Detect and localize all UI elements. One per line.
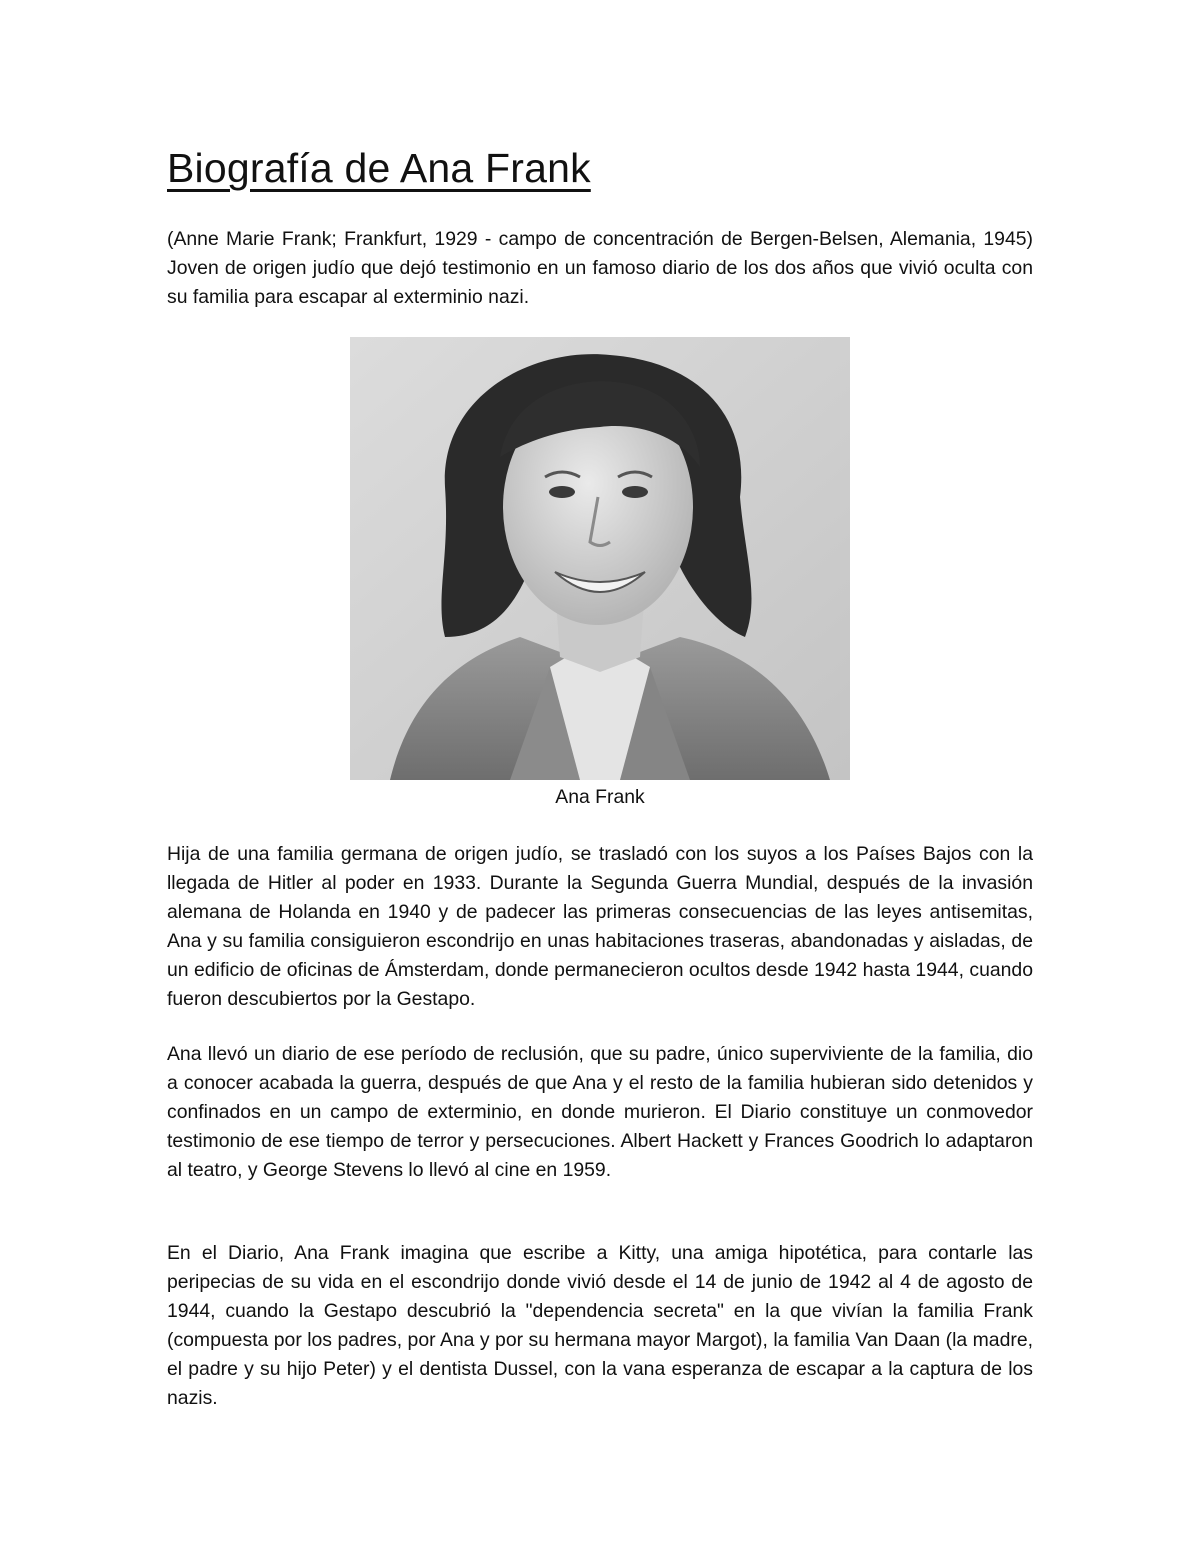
intro-paragraph: (Anne Marie Frank; Frankfurt, 1929 - campo de concentración de Bergen-Belsen, Alemania, 1945) Joven de origen judío que dejó testimonio en un famoso diario de los dos años que vivió oculta con su familia para escapar al exterminio nazi. (167, 228, 1033, 309)
document-title: Biografía de Ana Frank (167, 145, 591, 191)
body-paragraph: En el Diario, Ana Frank imagina que escribe a Kitty, una amiga hipotética, para contarle las peripecias de su vida en el escondrijo donde vivió desde el 14 de junio de 1942 al 4 de agosto de 1944, cuando la Gestapo descubrió la "dependencia secreta" en la que vivían la familia Frank (compuesta por los padres, por Ana y por su hermana mayor Margot), la familia Van Daan (la madre, el padre y su hijo Peter) y el dentista Dussel, con la vana esperanza de escapar a la captura de los nazis. (167, 1242, 1033, 1410)
portrait-photo (350, 337, 850, 780)
photo-caption: Ana Frank (555, 786, 645, 808)
body-paragraph: Hija de una familia germana de origen judío, se trasladó con los suyos a los Países Bajos con la llegada de Hitler al poder en 1933. Durante la Segunda Guerra Mundial, después de la invasión alemana de Holanda en 1940 y de padecer las primeras consecuencias de las leyes antisemitas, Ana y su familia consiguieron escondrijo en unas habitaciones traseras, abandonadas y aisladas, de un edificio de oficinas de Ámsterdam, donde permanecieron ocultos desde 1942 hasta 1944, cuando fueron descubiertos por la Gestapo. (167, 843, 1033, 1011)
body-paragraph: Ana llevó un diario de ese período de reclusión, que su padre, único superviviente de la familia, dio a conocer acabada la guerra, después de que Ana y el resto de la familia hubieran sido detenidos y confinados en un campo de exterminio, en donde murieron. El Diario constituye un conmovedor testimonio de ese tiempo de terror y persecuciones. Albert Hackett y Frances Goodrich lo adaptaron al teatro, y George Stevens lo llevó al cine en 1959. (167, 1043, 1033, 1182)
